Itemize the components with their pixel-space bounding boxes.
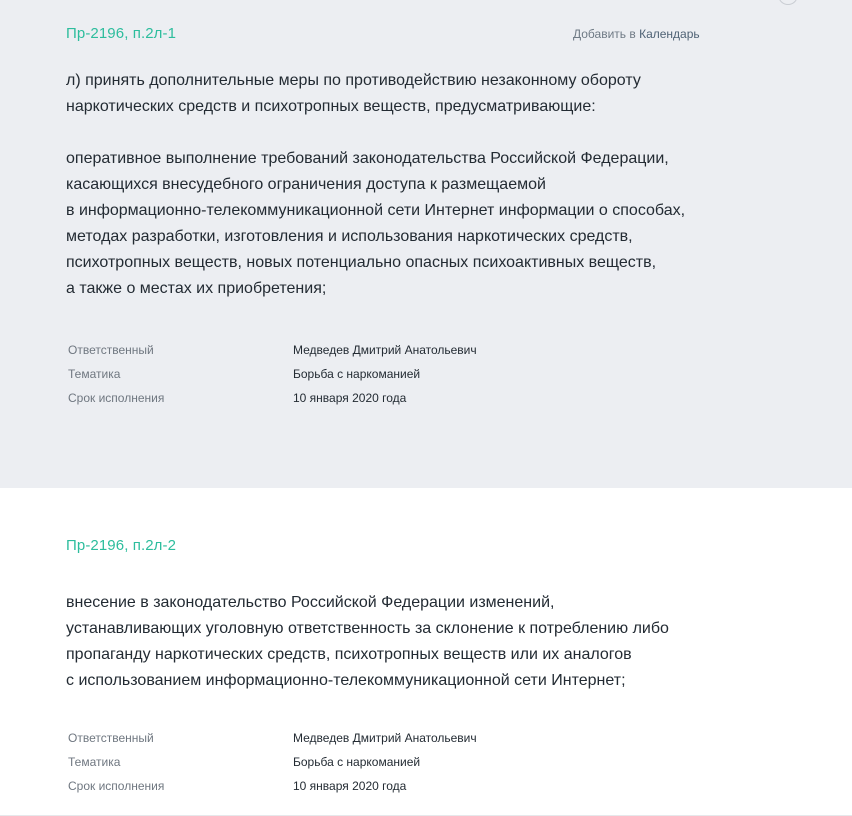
instruction-text: л) принять дополнительные меры по противодействию незаконному обороту наркотических средств и психотропных веществ, предусматривающие: оперативное выполнение требований законодательства Российской Федерации, касающихся внесудебного ограничения доступа к размещаемой в информационно-телекоммуникационной сети Интернет информации о способах, методах разработки, изготовления и использования наркотических средств, психотропных веществ, новых потенциально опасных психоактивных веществ, а также о местах их приобретения; [66, 72, 686, 297]
deadline-value: 10 января 2020 года [293, 391, 407, 405]
document-reference-link[interactable]: Пр-2196, п.2л-1 [66, 25, 177, 42]
add-to-calendar-prefix: Добавить в [573, 27, 640, 41]
responsible-label: Ответственный [68, 343, 154, 357]
deadline-label: Срок исполнения [68, 779, 165, 793]
card-header [66, 536, 786, 556]
instruction-meta [66, 726, 786, 798]
card-header [66, 24, 786, 44]
responsible-label: Ответственный [68, 731, 154, 745]
add-to-calendar-link[interactable] [573, 26, 700, 42]
document-reference-link[interactable]: Пр-2196, п.2л-2 [66, 537, 177, 554]
instruction-meta [66, 338, 786, 410]
deadline-value: 10 января 2020 года [293, 779, 407, 793]
close-icon[interactable] [778, 0, 798, 5]
topic-label: Тематика [68, 755, 121, 769]
responsible-value: Медведев Дмитрий Анатольевич [293, 343, 477, 357]
topic-label: Тематика [68, 367, 121, 381]
instruction-card [0, 488, 852, 816]
deadline-label: Срок исполнения [68, 391, 165, 405]
topic-value: Борьба с наркоманией [293, 367, 421, 381]
instruction-text: внесение в законодательство Российской Федерации изменений, устанавливающих уголовную ответственность за склонение к потреблению либо пропаганду наркотических средств, психотропных веществ или их аналогов с использованием информационно-телекоммуникационной сети Интернет; [66, 594, 669, 689]
topic-value: Борьба с наркоманией [293, 755, 421, 769]
add-to-calendar-accent: Календарь [639, 27, 700, 41]
responsible-value: Медведев Дмитрий Анатольевич [293, 731, 477, 745]
